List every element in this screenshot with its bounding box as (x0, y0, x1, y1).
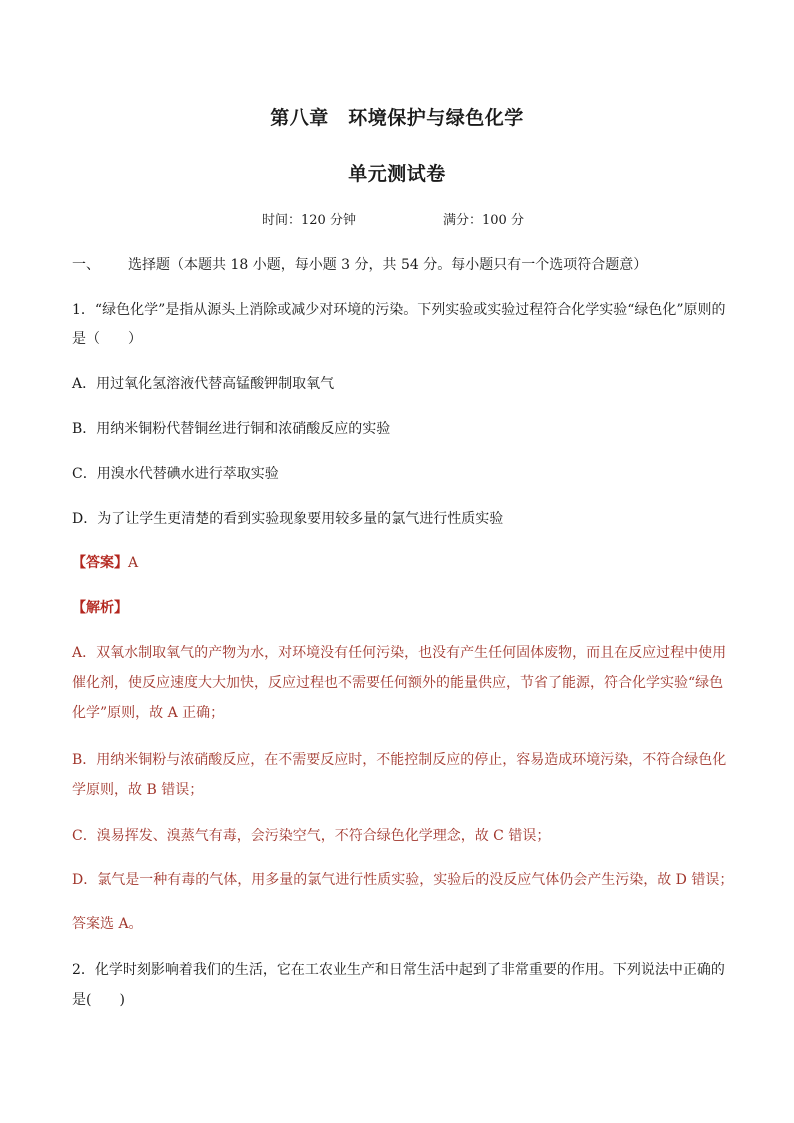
exam-time: 时间：120 分钟 (262, 213, 356, 228)
q1-option-b: B．用纳米铜粉代替铜丝进行铜和浓硝酸反应的实验 (72, 421, 391, 437)
page-title: 第八章 环境保护与绿色化学 (270, 107, 524, 129)
answer-value: A (128, 555, 139, 571)
analysis-line: B．用纳米铜粉与浓硝酸反应，在不需要反应时，不能控制反应的停止，容易造成环境污染，不符合绿色化 (72, 752, 727, 768)
q1-option-a: A．用过氧化氢溶液代替高锰酸钾制取氧气 (72, 376, 335, 392)
q1-analysis-label (72, 598, 722, 618)
page-subtitle: 单元测试卷 (348, 163, 446, 185)
q2-stem-line1: 2．化学时刻影响着我们的生活，它在工农业生产和日常生活中起到了非常重要的作用。下列说法中正确的 (72, 962, 725, 978)
analysis-line: C．溴易挥发、溴蒸气有毒，会污染空气，不符合绿色化学理念，故 C 错误； (72, 828, 551, 844)
section-heading (72, 255, 722, 275)
analysis-line: A．双氧水制取氧气的产物为水，对环境没有任何污染，也没有产生任何固体废物，而且在反应过程中使用 (72, 645, 727, 661)
exam-full-score: 满分：100 分 (443, 213, 524, 228)
q1-answer (72, 553, 722, 573)
q2-stem-line2: 是( ) (72, 992, 125, 1008)
q1-option-d: D．为了让学生更清楚的看到实验现象要用较多量的氯气进行性质实验 (72, 511, 504, 527)
q1-stem-line2: 是（ ） (72, 331, 142, 347)
section-number: 一、 (72, 257, 100, 273)
answer-label: 【答案】 (72, 555, 128, 571)
analysis-label: 【解析】 (72, 600, 128, 616)
section-text: 选择题（本题共 18 小题，每小题 3 分，共 54 分。每小题只有一个选项符合题意） (128, 257, 648, 273)
analysis-line: 化学”原则，故 A 正确； (72, 705, 225, 721)
q1-conclusion: 答案选 A。 (72, 916, 143, 932)
q1-option-c: C．用溴水代替碘水进行萃取实验 (72, 466, 279, 482)
analysis-line: 催化剂，使反应速度大大加快，反应过程也不需要任何额外的能量供应，节省了能源，符合化学实验“绿色 (72, 675, 724, 691)
analysis-line: 学原则，故 B 错误； (72, 782, 204, 798)
analysis-line: D．氯气是一种有毒的气体，用多量的氯气进行性质实验，实验后的没反应气体仍会产生污染，故 D 错误； (72, 872, 734, 888)
q1-stem-line1: 1．“绿色化学”是指从源头上消除或减少对环境的污染。下列实验或实验过程符合化学实验“绿色化”原则的 (72, 302, 726, 318)
